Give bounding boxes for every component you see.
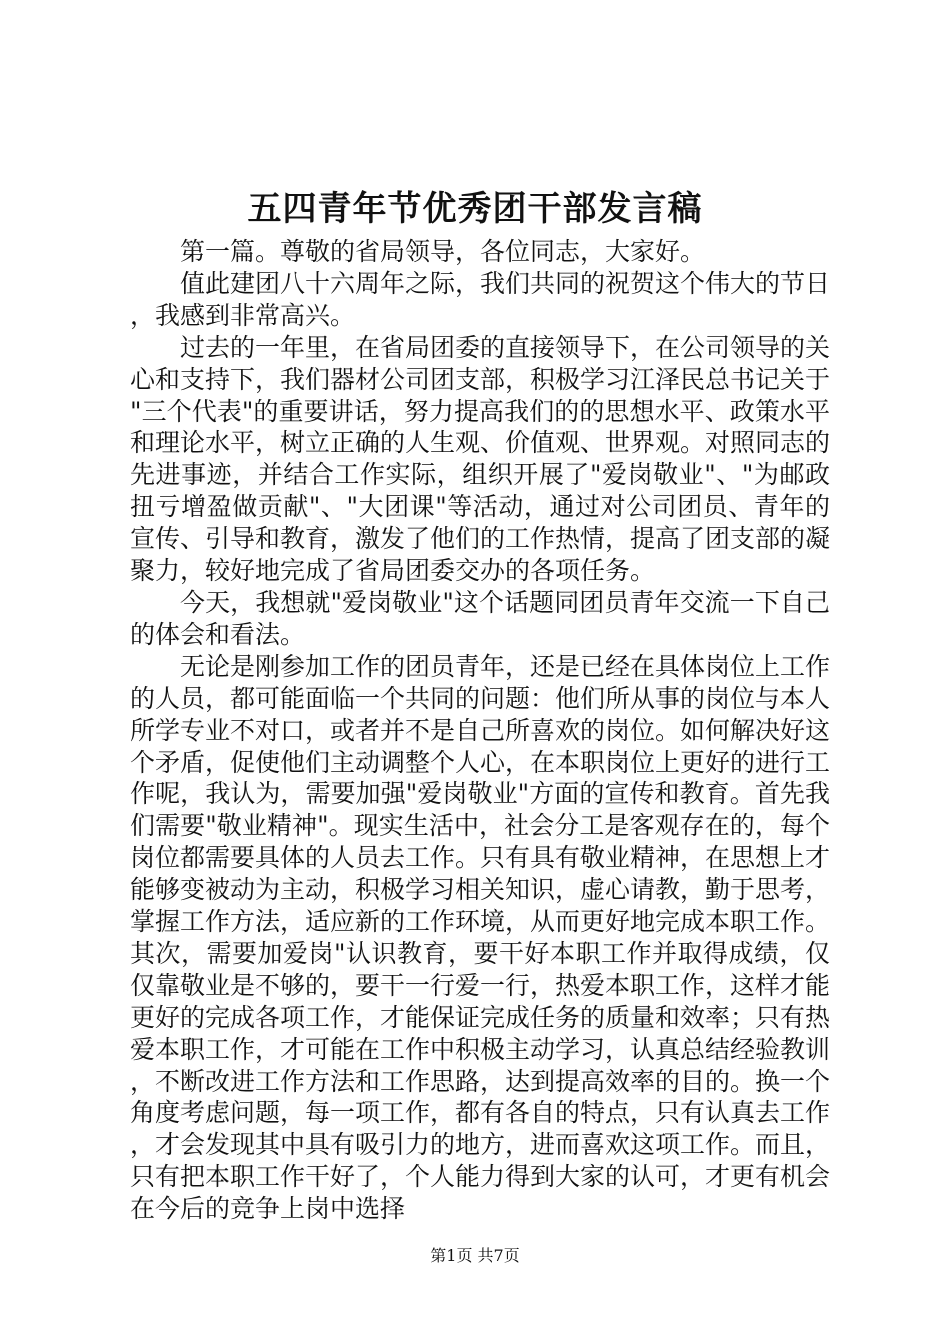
paragraph-discussion: 无论是刚参加工作的团员青年，还是已经在具体岗位上工作的人员，都可能面临一个共同的问题：他们所从事的岗位与本人所学专业不对口，或者并不是自己所喜欢的岗位。如何解决好这个矛盾，促使他们主动调整个人心，在本职岗位上更好的进行工作呢，我认为，需要加强"爱岗敬业"方面的宣传和教育。首先我们需要"敬业精神"。现实生活中，社会分工是客观存在的，每个岗位都需要具体的人员去工作。只有具有敬业精神，在思想上才能够变被动为主动，积极学习相关知识，虚心请教，勤于思考，掌握工作方法，适应新的工作环境，从而更好地完成本职工作。其次，需要加爱岗"认识教育，要干好本职工作并取得成绩，仅仅靠敬业是不够的，要干一行爱一行，热爱本职工作，这样才能更好的完成各项工作，才能保证完成任务的质量和效率；只有热爱本职工作，才可能在工作中积极主动学习，认真总结经验教训，不断改进工作方法和工作思路，达到提高效率的目的。换一个角度考虑问题，每一项工作，都有各自的特点，只有认真去工作，才会发现其中具有吸引力的地方，进而喜欢这项工作。而且，只有把本职工作干好了，个人能力得到大家的认可，才更有机会在今后的竞争上岗中选择	[130, 651, 831, 1224]
document-title: 五四青年节优秀团干部发言稿	[247, 189, 703, 229]
paragraph-opening: 第一篇。尊敬的省局领导，各位同志，大家好。	[180, 237, 706, 266]
paragraph-anniversary: 值此建团八十六周年之际，我们共同的祝贺这个伟大的节日，我感到非常高兴。	[130, 268, 831, 330]
document-body	[130, 236, 830, 1225]
paragraph-topic: 今天，我想就"爱岗敬业"这个话题同团员青年交流一下自己的体会和看法。	[130, 587, 830, 649]
page-number-footer: 第1页 共7页	[430, 1246, 520, 1265]
paragraph-past-year: 过去的一年里，在省局团委的直接领导下，在公司领导的关心和支持下，我们器材公司团支部，积极学习江泽民总书记关于"三个代表"的重要讲话，努力提高我们的的思想水平、政策水平和理论水平，树立正确的人生观、价值观、世界观。对照同志的先进事迹，并结合工作实际，组织开展了"爱岗敬业"、"为邮政扭亏增盈做贡献"、"大团课"等活动，通过对公司团员、青年的宣传、引导和教育，激发了他们的工作热情，提高了团支部的凝聚力，较好地完成了省局团委交办的各项任务。	[130, 332, 831, 586]
